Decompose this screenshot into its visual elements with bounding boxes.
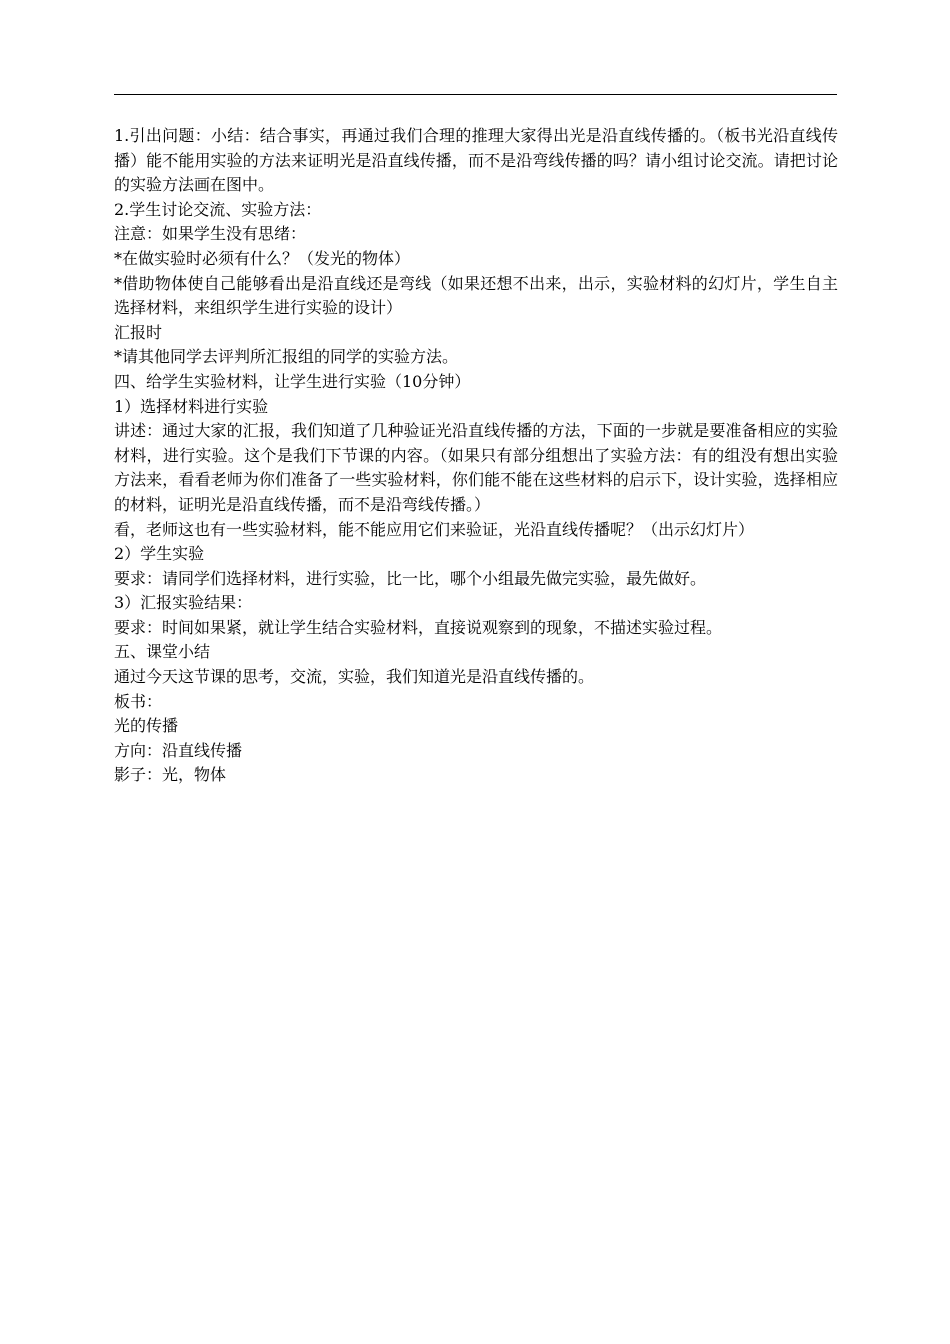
subheading-report-results: 3）汇报实验结果：: [114, 593, 253, 613]
paragraph-bullet-objects: *借助物体使自己能够看出是沿直线还是弯线（如果还想不出来，出示，实验材料的幻灯片，学生自主选择材料，来组织学生进行实验的设计）: [114, 273, 838, 318]
paragraph-report-time: 汇报时: [114, 322, 163, 342]
paragraph-teacher-materials: 看，老师这也有一些实验材料，能不能应用它们来验证，光沿直线传播呢？（出示幻灯片）: [114, 519, 755, 539]
section-heading-experiment: 四、给学生实验材料，让学生进行实验（10分钟）: [114, 371, 471, 391]
paragraph-board-label: 板书：: [114, 691, 163, 711]
header-rule: [114, 94, 837, 95]
paragraph-note: 注意：如果学生没有思绪：: [114, 224, 307, 244]
paragraph-requirement-report: 要求：时间如果紧，就让学生结合实验材料，直接说观察到的现象，不描述实验过程。: [114, 617, 723, 637]
paragraph-requirement-experiment: 要求：请同学们选择材料，进行实验，比一比，哪个小组最先做完实验，最先做好。: [114, 568, 707, 588]
paragraph-bullet-evaluate: *请其他同学去评判所汇报组的同学的实验方法。: [114, 347, 459, 367]
section-heading-summary: 五、课堂小结: [114, 642, 211, 662]
paragraph-board-direction: 方向：沿直线传播: [114, 740, 243, 760]
paragraph-intro-question: 1.引出问题：小结：结合事实，再通过我们合理的推理大家得出光是沿直线传播的。（板书光沿直线传播）能不能用实验的方法来证明光是沿直线传播，而不是沿弯线传播的吗？请小组讨论交流。请把讨论的实验方法画在图中。: [114, 126, 838, 195]
paragraph-bullet-light-source: *在做实验时必须有什么？（发光的物体）: [114, 248, 411, 268]
document-body: [114, 124, 838, 788]
paragraph-discussion-heading: 2.学生讨论交流、实验方法：: [114, 199, 322, 219]
paragraph-lecture: 讲述：通过大家的汇报，我们知道了几种验证光沿直线传播的方法，下面的一步就是要准备相应的实验材料，进行实验。这个是我们下节课的内容。（如果只有部分组想出了实验方法：有的组没有想出实验方法来，看看老师为你们准备了一些实验材料，你们能不能在这些材料的启示下，设计实验，选择相应的材料，证明光是沿直线传播，而不是沿弯线传播。）: [114, 421, 838, 514]
paragraph-board-shadow: 影子：光，物体: [114, 765, 227, 785]
paragraph-board-title: 光的传播: [114, 716, 179, 736]
subheading-student-experiment: 2）学生实验: [114, 544, 205, 564]
subheading-select-materials: 1）选择材料进行实验: [114, 396, 269, 416]
paragraph-summary: 通过今天这节课的思考，交流，实验，我们知道光是沿直线传播的。: [114, 667, 595, 687]
